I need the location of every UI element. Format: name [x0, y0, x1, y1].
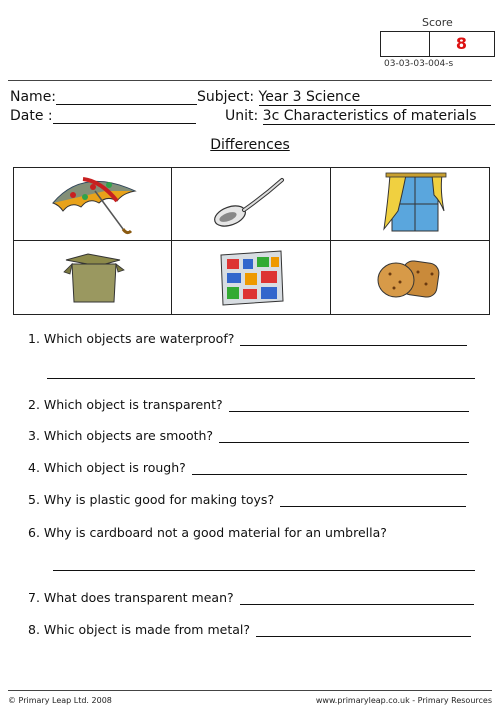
answer-line-8[interactable] — [256, 635, 471, 637]
picture-grid — [13, 167, 490, 315]
score-value: 8 — [455, 34, 468, 53]
box-cell — [14, 241, 172, 314]
score-label: Score — [422, 16, 453, 29]
answer-line-2[interactable] — [229, 410, 469, 412]
subject-row — [197, 89, 491, 106]
date-field[interactable] — [53, 109, 196, 124]
name-field[interactable] — [56, 90, 197, 105]
answer-line-3[interactable] — [219, 441, 469, 443]
answer-line-6[interactable] — [53, 570, 475, 571]
answer-line-4[interactable] — [192, 473, 467, 475]
question-4: 4. Which object is rough? — [28, 460, 467, 475]
footer-copyright: © Primary Leap Ltd. 2008 — [8, 696, 112, 705]
unit-value: 3c Characteristics of materials — [263, 108, 495, 125]
worksheet-code: 03-03-03-004-s — [384, 59, 454, 69]
score-box — [380, 31, 495, 57]
date-row — [10, 108, 196, 124]
footer-rule — [8, 690, 492, 691]
unit-row — [225, 108, 495, 125]
answer-line-1b[interactable] — [47, 378, 475, 379]
name-row — [10, 89, 197, 105]
header-rule — [8, 80, 492, 81]
toy-box-icon — [213, 247, 289, 309]
answer-line-5[interactable] — [280, 505, 466, 507]
spoon-cell — [172, 168, 330, 241]
question-6: 6. Why is cardboard not a good material for an umbrella? — [28, 525, 387, 540]
answer-line-1[interactable] — [240, 344, 467, 346]
subject-label: Subject: — [197, 89, 255, 105]
question-3: 3. Which objects are smooth? — [28, 428, 469, 443]
question-7: 7. What does transparent mean? — [28, 590, 474, 605]
subject-value: Year 3 Science — [259, 89, 491, 106]
cork-icon — [372, 252, 448, 304]
cardboard-box-icon — [58, 250, 128, 306]
answer-line-7[interactable] — [240, 603, 474, 605]
date-label: Date : — [10, 108, 53, 124]
window-curtain-icon — [370, 171, 450, 237]
question-1: 1. Which objects are waterproof? — [28, 331, 467, 346]
question-2: 2. Which object is transparent? — [28, 397, 469, 412]
page-title: Differences — [210, 137, 290, 153]
umbrella-icon — [43, 171, 143, 237]
footer-website: www.primaryleap.co.uk - Primary Resources — [315, 696, 492, 705]
question-5: 5. Why is plastic good for making toys? — [28, 492, 466, 507]
umbrella-cell — [14, 168, 172, 241]
toy-box-cell — [172, 241, 330, 314]
score-blank-cell — [381, 32, 430, 56]
window-cell — [331, 168, 489, 241]
name-label: Name: — [10, 89, 57, 105]
question-8: 8. Whic object is made from metal? — [28, 622, 471, 637]
cork-cell — [331, 241, 489, 314]
spoon-icon — [206, 174, 296, 234]
unit-label: Unit: — [225, 108, 259, 124]
